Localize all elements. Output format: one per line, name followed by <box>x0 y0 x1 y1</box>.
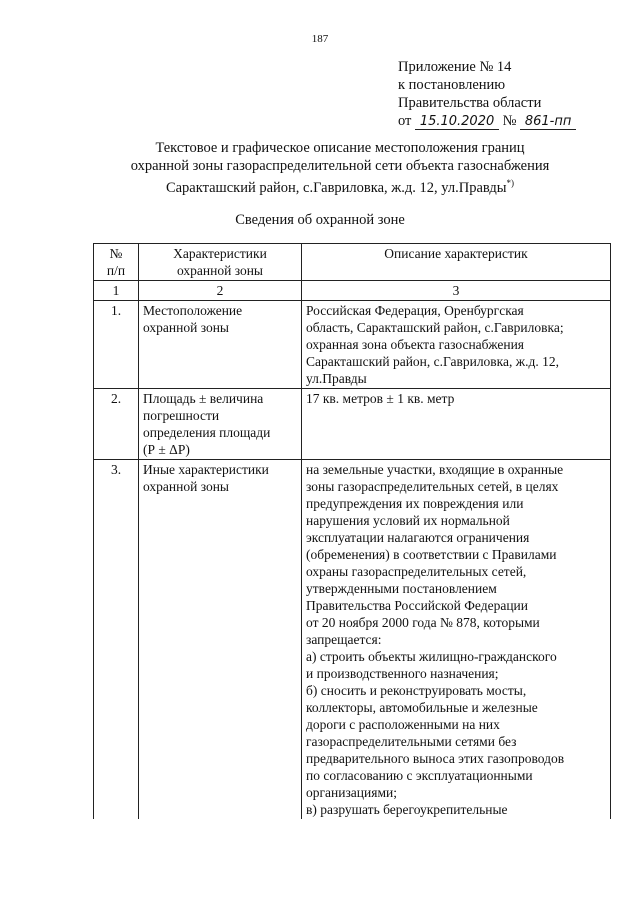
cell-line: 17 кв. метров ± 1 кв. метр <box>306 391 455 406</box>
date-prefix: от <box>398 113 412 129</box>
cell-line: (Р ± ΔР) <box>143 442 190 457</box>
page-number: 187 <box>311 33 329 45</box>
cell-line: утвержденными постановлением <box>306 581 497 596</box>
cell-line: Саракташский район, с.Гавриловка, ж.д. 12, <box>306 354 559 369</box>
row-3-num: 3. <box>94 460 139 820</box>
cell-line: погрешности <box>143 408 220 423</box>
cell-line: Площадь ± величина <box>143 391 264 406</box>
cell-line: Иные характеристики <box>143 462 269 477</box>
cell-line: газораспределительными сетями без <box>306 734 517 749</box>
header-num-line-1: № <box>109 246 123 261</box>
cell-line: определения площади <box>143 425 271 440</box>
section-subtitle: Сведения об охранной зоне <box>235 212 405 228</box>
title-line-1: Текстовое и графическое описание местоположения границ <box>155 140 525 156</box>
cell-line: Российская Федерация, Оренбургская <box>306 303 524 318</box>
cell-line: Местоположение <box>143 303 243 318</box>
row-1-description <box>302 301 611 389</box>
title-line-3-text: Саракташский район, с.Гавриловка, ж.д. 12, ул.Правды <box>165 179 507 196</box>
cell-line: охранной зоны <box>143 479 230 494</box>
cell-line: и производственного назначения; <box>306 666 499 681</box>
cell-line: охраны газораспределительных сетей, <box>306 564 527 579</box>
row-3-description <box>302 460 611 820</box>
cell-line: дороги с расположенными на них <box>306 717 500 732</box>
number-prefix: № <box>502 113 517 129</box>
cell-line: предварительного выноса этих газопроводов <box>306 751 565 766</box>
cell-line: запрещается: <box>306 632 382 647</box>
header-char-line-1: Характеристики <box>173 246 267 261</box>
handwritten-date: 15.10.2020 <box>415 115 499 130</box>
cell-line: (обременения) в соответствии с Правилами <box>306 547 557 562</box>
header-description: Описание характеристик <box>302 244 611 281</box>
cell-line: охранной зоны <box>143 320 230 335</box>
cell-line: в) разрушать берегоукрепительные <box>306 802 508 817</box>
zone-table <box>93 243 611 819</box>
cell-line: б) сносить и реконструировать мосты, <box>306 683 527 698</box>
cell-line: нарушения условий их нормальной <box>306 513 510 528</box>
cell-line: коллекторы, автомобильные и железные <box>306 700 538 715</box>
table-row <box>94 301 611 389</box>
header-characteristics <box>139 244 302 281</box>
row-2-num: 2. <box>94 389 139 460</box>
cell-line: охранная зона объекта газоснабжения <box>306 337 525 352</box>
header-char-line-2: охранной зоны <box>176 263 263 278</box>
appendix-line-2: к постановлению <box>398 77 506 93</box>
document-title <box>60 140 620 197</box>
cell-line: по согласованию с эксплуатационными <box>306 768 533 783</box>
table-header-row <box>94 244 611 281</box>
cell-line: организациями; <box>306 785 397 800</box>
row-2-description <box>302 389 611 460</box>
row-1-characteristic <box>139 301 302 389</box>
colnum-3: 3 <box>302 281 611 301</box>
table-row <box>94 389 611 460</box>
cell-line: эксплуатации налагаются ограничения <box>306 530 530 545</box>
cell-line: предупреждения их повреждения или <box>306 496 524 511</box>
appendix-date-line <box>398 112 576 130</box>
header-num-line-2: п/п <box>106 263 126 278</box>
handwritten-number: 861-пп <box>520 115 576 130</box>
cell-line: зоны газораспределительных сетей, в целях <box>306 479 559 494</box>
title-footnote-mark: *) <box>506 178 515 188</box>
row-2-characteristic <box>139 389 302 460</box>
appendix-block <box>398 58 576 130</box>
cell-line: от 20 ноября 2000 года № 878, которыми <box>306 615 540 630</box>
title-line-3 <box>60 175 620 197</box>
table-row <box>94 460 611 820</box>
table-colnum-row <box>94 281 611 301</box>
cell-line: а) строить объекты жилищно-гражданского <box>306 649 557 664</box>
colnum-1: 1 <box>94 281 139 301</box>
cell-line: на земельные участки, входящие в охранные <box>306 462 564 477</box>
cell-line: ул.Правды <box>306 371 367 386</box>
header-num <box>94 244 139 281</box>
row-1-num: 1. <box>94 301 139 389</box>
colnum-2: 2 <box>139 281 302 301</box>
title-line-2: охранной зоны газораспределительной сети объекта газоснабжения <box>130 157 550 174</box>
row-3-characteristic <box>139 460 302 820</box>
appendix-line-3: Правительства области <box>398 95 542 111</box>
cell-line: Правительства Российской Федерации <box>306 598 528 613</box>
cell-line: область, Саракташский район, с.Гавриловка; <box>306 320 564 335</box>
appendix-line-1: Приложение № 14 <box>398 59 512 75</box>
